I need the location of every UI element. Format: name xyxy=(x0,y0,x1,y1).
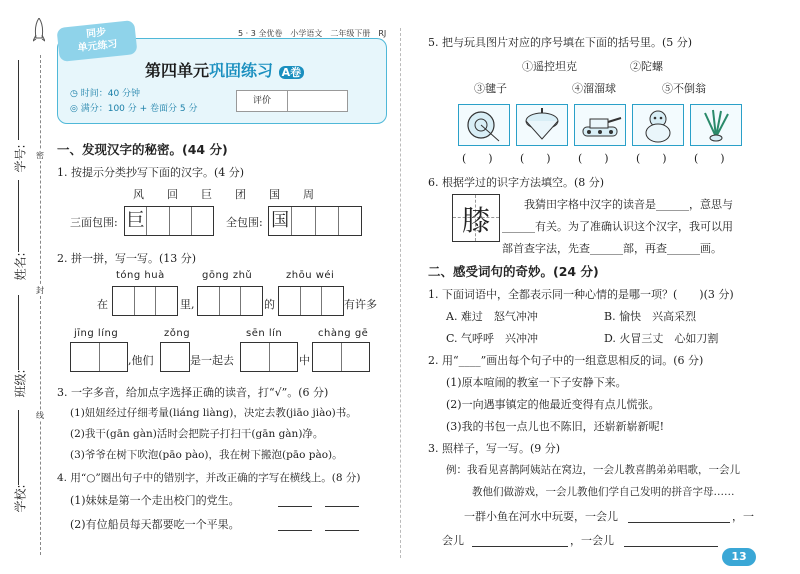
q2-prompt: 2. 拼一拼，写一写。(13 分) xyxy=(57,252,197,265)
q2-pinyin-4: jīng líng xyxy=(74,328,119,339)
p3-example-line-1: 例：我看见喜鹊阿姨站在窝边，一会儿教喜鹊弟弟唱歌，一会儿 xyxy=(446,464,740,476)
q1-char: 团 xyxy=(235,188,246,201)
q3-item-3: (3)爷爷在树下吹泡(pāo pào)，我在树下搬泡(pāo pào)。 xyxy=(70,449,343,461)
q2-grid-6[interactable] xyxy=(240,342,298,372)
p3-task-line-1: 一群小鱼在河水中玩耍，一会儿 xyxy=(464,510,618,523)
q2-pinyin-5: zǒng xyxy=(164,328,191,339)
clock-icon: ◷ xyxy=(70,89,81,99)
p1-prompt: 1. 下面词语中，全都表示同一种心情的是哪一项？( )(3 分) xyxy=(428,288,734,301)
q4-answer-line-2b[interactable] xyxy=(325,530,359,531)
page-number-text: 13 xyxy=(731,550,747,563)
q2-pinyin-1: tóng huà xyxy=(116,270,165,281)
q6-line-1: 我猜田字格中汉字的读音是______，意思与 xyxy=(524,198,733,211)
q3-item-1: (1)妞妞经过仔细考量(liáng liàng)，决定去教(jiāo jiào)书。 xyxy=(70,407,357,419)
evaluation-box xyxy=(236,90,348,112)
q2-word-de: 的 xyxy=(264,298,275,311)
q1-char: 风 xyxy=(133,188,144,201)
page-title-highlight: 巩固练习 xyxy=(209,61,274,80)
q6-line-2: ______有关。为了准确认识这个汉字，我可以用 xyxy=(502,220,733,233)
p1-option-a[interactable]: A. 难过 怒气冲冲 xyxy=(446,310,538,323)
q5-option-2: ②陀螺 xyxy=(630,60,663,73)
tumbler-doll-image xyxy=(632,104,684,146)
q4-answer-line-1a[interactable] xyxy=(278,506,312,507)
q4-answer-line-2a[interactable] xyxy=(278,530,312,531)
q3-item-2: (2)我干(gān gàn)活时会把院子打扫干(gān gàn)净。 xyxy=(70,428,324,440)
p3-example-line-2: 教他们做游戏，一会儿教他们学自己发明的拼音字母…… xyxy=(472,486,735,498)
spinning-top-image xyxy=(516,104,568,146)
q5-blank-2[interactable]: ( ) xyxy=(520,152,551,165)
section-2-title: 二、感受词句的奇妙。(24 分) xyxy=(428,264,599,279)
binding-line-mark: 线 xyxy=(36,411,44,420)
q1-example-cell-2: 国 xyxy=(269,207,292,235)
p2-prompt: 2. 用“____”画出每个句子中的一组意思相反的词。(6 分) xyxy=(428,354,704,367)
q6-line-3: 部首查字法，先查______部，再查______画。 xyxy=(502,242,722,255)
score-icon: ◎ xyxy=(70,104,81,114)
p3-prompt: 3. 照样子，写一写。(9 分) xyxy=(428,442,561,455)
q1-label-three-sided: 三面包围: xyxy=(70,216,118,229)
q2-grid-1[interactable] xyxy=(112,286,178,316)
p2-item-1: (1)原本喧闹的教室一下子安静下来。 xyxy=(446,376,627,389)
q2-pinyin-2: gōng zhǔ xyxy=(202,270,253,281)
q5-option-3: ③毽子 xyxy=(474,82,507,95)
q5-blank-5[interactable]: ( ) xyxy=(694,152,725,165)
binding-school-label: 学校: xyxy=(13,484,28,513)
q1-label-full: 全包围: xyxy=(226,216,263,229)
q5-blank-3[interactable]: ( ) xyxy=(578,152,609,165)
q2-pinyin-7: chàng gē xyxy=(318,328,369,339)
p1-option-d[interactable]: D. 火冒三丈 心如刀割 xyxy=(604,332,719,345)
q2-word-tamen: ,他们 xyxy=(128,354,154,367)
q1-prompt: 1. 按提示分类抄写下面的汉字。(4 分) xyxy=(57,166,245,179)
page-number xyxy=(722,548,756,566)
p1-option-b[interactable]: B. 愉快 兴高采烈 xyxy=(604,310,697,323)
p2-item-3: (3)我的书包一点儿也不陈旧，还崭新崭新呢! xyxy=(446,420,665,433)
p3-task-line-2b: ，一会儿 xyxy=(570,534,614,547)
q4-answer-line-1b[interactable] xyxy=(325,506,359,507)
shuttlecock-image xyxy=(690,104,742,146)
q6-character: 膝 xyxy=(461,204,490,237)
q3-prompt: 3. 一字多音，给加点字选择正确的读音，打“√”。(6 分) xyxy=(57,386,329,399)
q2-grid-4[interactable] xyxy=(70,342,128,372)
evaluation-input[interactable] xyxy=(288,91,347,111)
q2-word-zhong: 中 xyxy=(299,354,310,367)
q6-character-box xyxy=(452,194,500,242)
q5-option-1: ①遥控坦克 xyxy=(522,60,577,73)
binding-school-line xyxy=(18,410,19,485)
binding-name-line xyxy=(18,180,19,252)
p3-answer-line-2[interactable] xyxy=(472,546,568,547)
q2-pinyin-6: sēn lín xyxy=(246,328,283,339)
q5-prompt: 5. 把与玩具图片对应的序号填在下面的括号里。(5 分) xyxy=(428,36,693,49)
unit-badge-text: 同步 单元练习 xyxy=(77,27,119,55)
q1-grid-full[interactable] xyxy=(268,206,362,236)
time-text: 时间：40 分钟 xyxy=(80,89,141,99)
yoyo-image xyxy=(458,104,510,146)
binding-seal-mark: 密 xyxy=(36,151,44,160)
q1-char: 周 xyxy=(303,188,314,201)
time-info xyxy=(70,86,140,99)
q5-blank-4[interactable]: ( ) xyxy=(636,152,667,165)
p3-task-line-1b: ，一 xyxy=(732,510,754,523)
q2-grid-3[interactable] xyxy=(278,286,344,316)
p3-task-line-2a: 会儿 xyxy=(442,534,464,547)
score-info xyxy=(70,101,197,114)
q4-item-2: (2)有位船员每天都要吃一个平果。 xyxy=(70,518,240,531)
section-1-title: 一、发现汉字的秘密。(44 分) xyxy=(57,142,228,157)
q2-grid-7[interactable] xyxy=(312,342,370,372)
q1-example-cell: 巨 xyxy=(125,207,147,235)
p3-answer-line-1[interactable] xyxy=(628,522,730,523)
tank-image xyxy=(574,104,626,146)
q2-grid-2[interactable] xyxy=(197,286,263,316)
binding-number-label: 学号: xyxy=(13,144,28,173)
column-divider xyxy=(400,28,401,558)
q2-word-li: 里, xyxy=(180,298,195,311)
p3-answer-line-3[interactable] xyxy=(624,546,718,547)
q6-prompt: 6. 根据学过的识字方法填空。(8 分) xyxy=(428,176,605,189)
q5-option-4: ④溜溜球 xyxy=(572,82,616,95)
q4-item-1: (1)妹妹是第一个走出校门的党生。 xyxy=(70,494,240,507)
evaluation-label: 评价 xyxy=(237,91,288,111)
q1-grid-three-sided[interactable] xyxy=(124,206,214,236)
binding-name-label: 姓名: xyxy=(13,252,28,281)
score-text: 满分：100 分 + 卷面分 5 分 xyxy=(80,104,198,114)
q5-option-5: ⑤不倒翁 xyxy=(662,82,706,95)
q1-char: 国 xyxy=(269,188,280,201)
q2-pinyin-3: zhōu wéi xyxy=(286,270,335,281)
page-title-main: 第四单元 xyxy=(145,61,210,80)
p2-item-2: (2)一向遇事镇定的他最近变得有点儿慌张。 xyxy=(446,398,660,411)
series-label: 5 · 3 全优卷 小学语文 二年级下册 RJ xyxy=(238,29,387,38)
version-tag: A卷 xyxy=(279,66,305,79)
binding-class-label: 班级: xyxy=(13,369,28,398)
q5-blank-1[interactable]: ( ) xyxy=(462,152,493,165)
binding-number-line xyxy=(18,60,19,140)
q1-char: 巨 xyxy=(201,188,212,201)
q2-word-you: 有许多 xyxy=(344,298,377,311)
rocket-icon xyxy=(33,18,45,48)
binding-dashed-line xyxy=(40,55,41,555)
q2-word-yiqi: 是一起去 xyxy=(190,354,234,367)
binding-class-line xyxy=(18,295,19,370)
binding-margin xyxy=(0,0,50,574)
q1-char-list xyxy=(133,186,314,202)
q2-grid-5[interactable] xyxy=(160,342,190,372)
q2-word-zai: 在 xyxy=(97,298,108,311)
q1-char: 回 xyxy=(167,188,178,201)
binding-seal-mark-2: 封 xyxy=(36,286,44,295)
page-title xyxy=(145,58,304,81)
q4-prompt: 4. 用“○”圈出句子中的错别字，并改正确的字写在横线上。(8 分) xyxy=(57,472,361,484)
p1-option-c[interactable]: C. 气呼呼 兴冲冲 xyxy=(446,332,539,345)
